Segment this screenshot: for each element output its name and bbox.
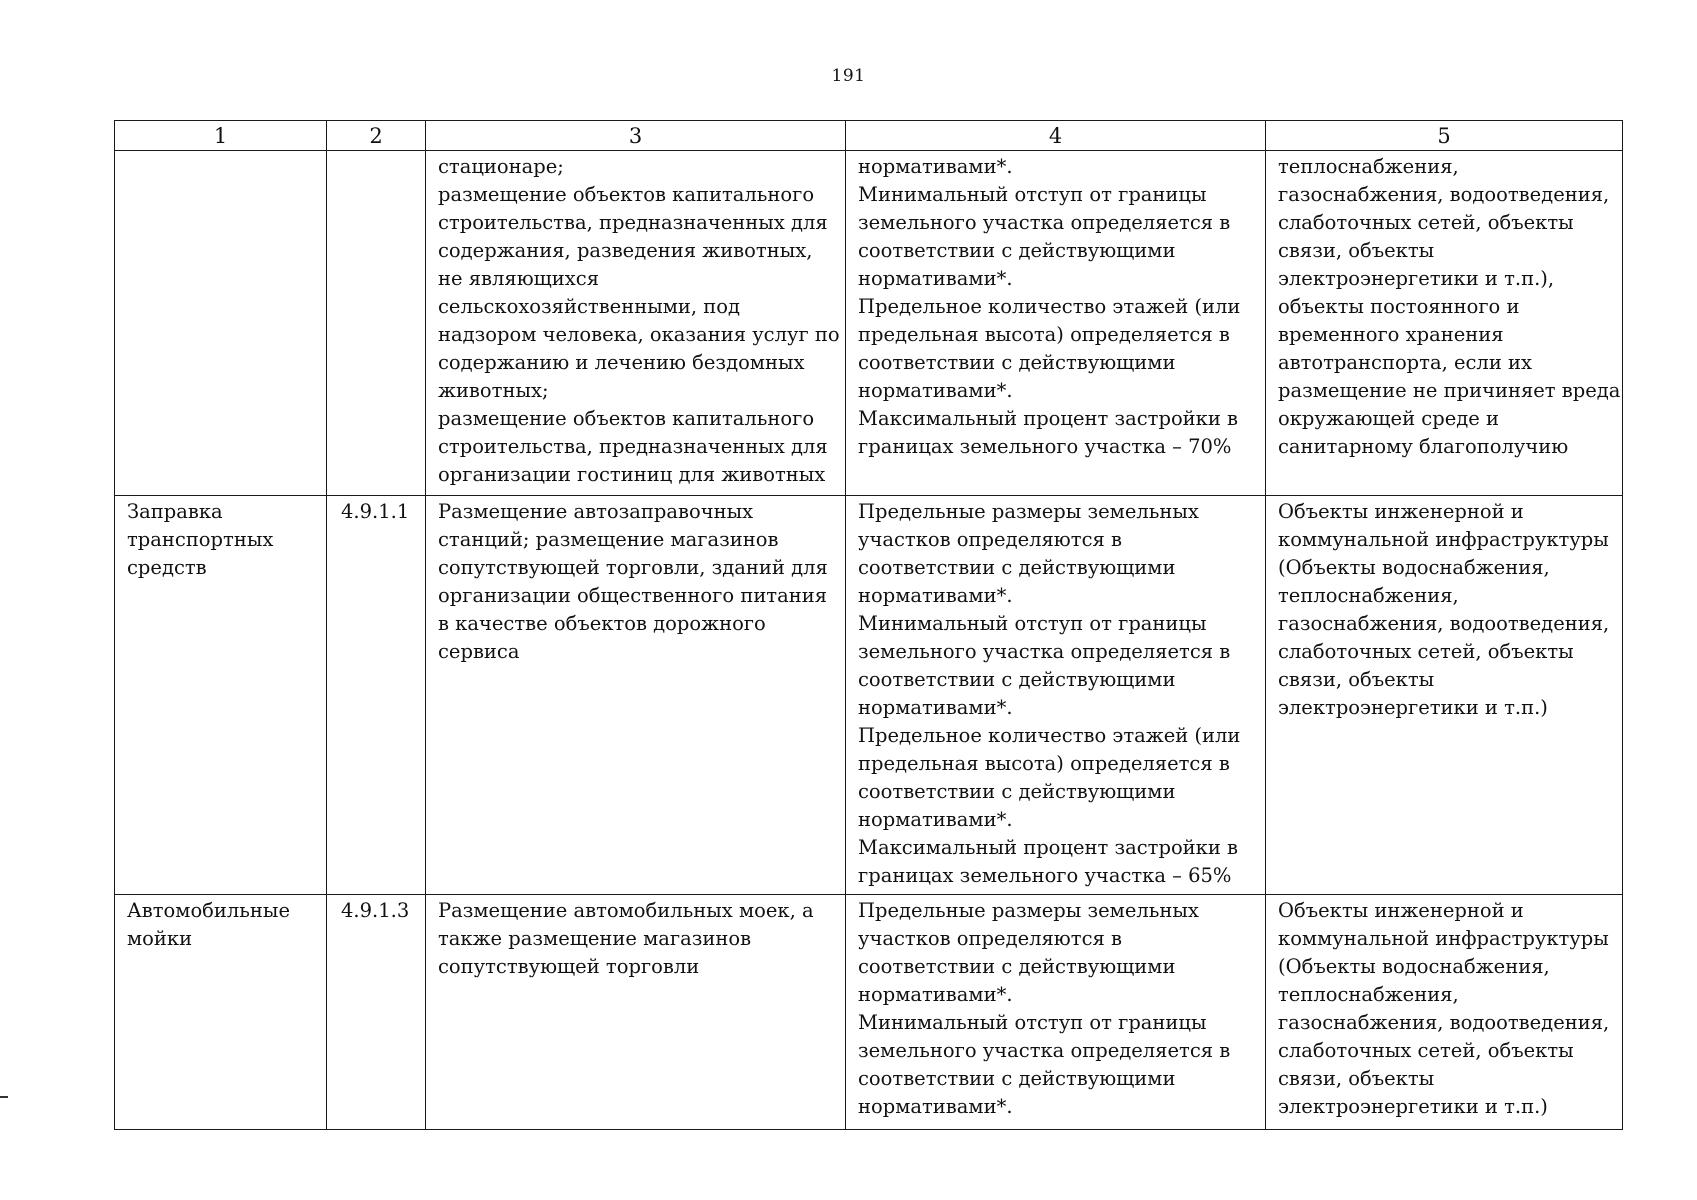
auxiliary-uses-cell: [1266, 151, 1623, 496]
cell-text-line: 4.9.1.1: [341, 500, 410, 523]
cell-text-line: слаботочных сетей, объекты: [1278, 640, 1574, 663]
cell-text-line: Заправка: [127, 500, 223, 523]
land-use-code-cell: [327, 151, 426, 496]
cell-text-line: границах земельного участка – 65%: [858, 864, 1232, 887]
table-row: [115, 895, 1623, 1130]
land-use-table: [114, 120, 1623, 1130]
cell-text-line: Минимальный отступ от границы: [858, 612, 1207, 635]
cell-text-line: Предельное количество этажей (или: [858, 724, 1241, 747]
land-use-code-cell: [327, 496, 426, 895]
land-use-name-cell: [115, 151, 327, 496]
building-parameters-cell: [846, 496, 1266, 895]
cell-text-line: животных;: [438, 379, 549, 402]
cell-text-line: предельная высота) определяется в: [858, 752, 1230, 775]
cell-text-line: размещение объектов капитального: [438, 407, 815, 430]
cell-text-line: Размещение автозаправочных: [438, 500, 754, 523]
cell-text-line: связи, объекты: [1278, 239, 1435, 262]
cell-text-line: размещение не причиняет вреда: [1278, 379, 1621, 402]
table-body: [115, 151, 1623, 1130]
cell-text-line: автотранспорта, если их: [1278, 351, 1533, 374]
cell-text-line: связи, объекты: [1278, 1067, 1435, 1090]
cell-text-line: теплоснабжения,: [1278, 584, 1459, 607]
cell-text-line: временного хранения: [1278, 323, 1504, 346]
cell-text-line: нормативами*.: [858, 696, 1013, 719]
cell-text-line: нормативами*.: [858, 808, 1013, 831]
cell-text-line: соответствии с действующими: [858, 955, 1176, 978]
cell-text-line: станций; размещение магазинов: [438, 528, 779, 551]
permitted-use-description-cell: [426, 151, 846, 496]
cell-text-line: электроэнергетики и т.п.): [1278, 1095, 1548, 1118]
cell-text-line: Максимальный процент застройки в: [858, 836, 1239, 859]
cell-text-line: земельного участка определяется в: [858, 211, 1231, 234]
cell-text-line: газоснабжения, водоотведения,: [1278, 1011, 1610, 1034]
table-header-row: [115, 121, 1623, 151]
cell-text-line: нормативами*.: [858, 155, 1013, 178]
cell-text-line: строительства, предназначенных для: [438, 211, 828, 234]
auxiliary-uses-cell: [1266, 895, 1623, 1130]
cell-text-line: размещение объектов капитального: [438, 183, 815, 206]
cell-text-line: связи, объекты: [1278, 668, 1435, 691]
cell-text-line: соответствии с действующими: [858, 239, 1176, 262]
table-row: [115, 151, 1623, 496]
cell-text-line: сельскохозяйственными, под: [438, 295, 741, 318]
cell-text-line: теплоснабжения,: [1278, 983, 1459, 1006]
building-parameters-cell: [846, 151, 1266, 496]
cell-text-line: соответствии с действующими: [858, 1067, 1176, 1090]
cell-text-line: мойки: [127, 927, 193, 950]
cell-text-line: объекты постоянного и: [1278, 295, 1520, 318]
column-header-5: 5: [1266, 121, 1623, 151]
cell-text-line: участков определяются в: [858, 927, 1122, 950]
cell-text-line: слаботочных сетей, объекты: [1278, 1039, 1574, 1062]
land-use-name-cell: [115, 895, 327, 1130]
cell-text-line: коммунальной инфраструктуры: [1278, 528, 1609, 551]
cell-text-line: электроэнергетики и т.п.): [1278, 696, 1548, 719]
land-use-name-cell: [115, 496, 327, 895]
column-header-3: 3: [426, 121, 846, 151]
cell-text-line: соответствии с действующими: [858, 556, 1176, 579]
cell-text-line: соответствии с действующими: [858, 668, 1176, 691]
scan-edge-mark: [0, 1096, 8, 1098]
cell-text-line: Предельные размеры земельных: [858, 500, 1199, 523]
cell-text-line: участков определяются в: [858, 528, 1122, 551]
cell-text-line: сервиса: [438, 640, 520, 663]
permitted-use-description-cell: [426, 496, 846, 895]
cell-text-line: электроэнергетики и т.п.),: [1278, 267, 1555, 290]
cell-text-line: организации гостиниц для животных: [438, 463, 826, 486]
building-parameters-cell: [846, 895, 1266, 1130]
auxiliary-uses-cell: [1266, 496, 1623, 895]
cell-text-line: Минимальный отступ от границы: [858, 183, 1207, 206]
cell-text-line: земельного участка определяется в: [858, 1039, 1231, 1062]
cell-text-line: газоснабжения, водоотведения,: [1278, 612, 1610, 635]
cell-text-line: средств: [127, 556, 207, 579]
cell-text-line: санитарному благополучию: [1278, 435, 1569, 458]
cell-text-line: Предельное количество этажей (или: [858, 295, 1241, 318]
cell-text-line: газоснабжения, водоотведения,: [1278, 183, 1610, 206]
cell-text-line: нормативами*.: [858, 379, 1013, 402]
table-row: [115, 496, 1623, 895]
cell-text-line: Размещение автомобильных моек, а: [438, 899, 814, 922]
land-use-code-cell: [327, 895, 426, 1130]
cell-text-line: нормативами*.: [858, 1095, 1013, 1118]
cell-text-line: строительства, предназначенных для: [438, 435, 828, 458]
column-header-2: 2: [327, 121, 426, 151]
cell-text-line: также размещение магазинов: [438, 927, 752, 950]
column-header-1: 1: [115, 121, 327, 151]
cell-text-line: Объекты инженерной и: [1278, 500, 1524, 523]
column-header-4: 4: [846, 121, 1266, 151]
cell-text-line: стационаре;: [438, 155, 564, 178]
cell-text-line: нормативами*.: [858, 267, 1013, 290]
cell-text-line: предельная высота) определяется в: [858, 323, 1230, 346]
permitted-use-description-cell: [426, 895, 846, 1130]
cell-text-line: теплоснабжения,: [1278, 155, 1459, 178]
cell-text-line: содержания, разведения животных,: [438, 239, 813, 262]
cell-text-line: организации общественного питания: [438, 584, 828, 607]
cell-text-line: содержанию и лечению бездомных: [438, 351, 805, 374]
cell-text-line: Объекты инженерной и: [1278, 899, 1524, 922]
cell-text-line: соответствии с действующими: [858, 780, 1176, 803]
cell-text-line: 4.9.1.3: [341, 899, 410, 922]
cell-text-line: Максимальный процент застройки в: [858, 407, 1239, 430]
cell-text-line: транспортных: [127, 528, 274, 551]
cell-text-line: надзором человека, оказания услуг по: [438, 323, 840, 346]
cell-text-line: не являющихся: [438, 267, 600, 290]
cell-text-line: нормативами*.: [858, 983, 1013, 1006]
cell-text-line: в качестве объектов дорожного: [438, 612, 766, 635]
cell-text-line: границах земельного участка – 70%: [858, 435, 1232, 458]
cell-text-line: сопутствующей торговли: [438, 955, 700, 978]
cell-text-line: коммунальной инфраструктуры: [1278, 927, 1609, 950]
cell-text-line: окружающей среде и: [1278, 407, 1499, 430]
cell-text-line: Минимальный отступ от границы: [858, 1011, 1207, 1034]
cell-text-line: Автомобильные: [127, 899, 290, 922]
cell-text-line: Предельные размеры земельных: [858, 899, 1199, 922]
cell-text-line: нормативами*.: [858, 584, 1013, 607]
cell-text-line: соответствии с действующими: [858, 351, 1176, 374]
cell-text-line: (Объекты водоснабжения,: [1278, 556, 1550, 579]
cell-text-line: (Объекты водоснабжения,: [1278, 955, 1550, 978]
page-number: 191: [831, 66, 866, 86]
cell-text-line: земельного участка определяется в: [858, 640, 1231, 663]
cell-text-line: сопутствующей торговли, зданий для: [438, 556, 828, 579]
cell-text-line: слаботочных сетей, объекты: [1278, 211, 1574, 234]
